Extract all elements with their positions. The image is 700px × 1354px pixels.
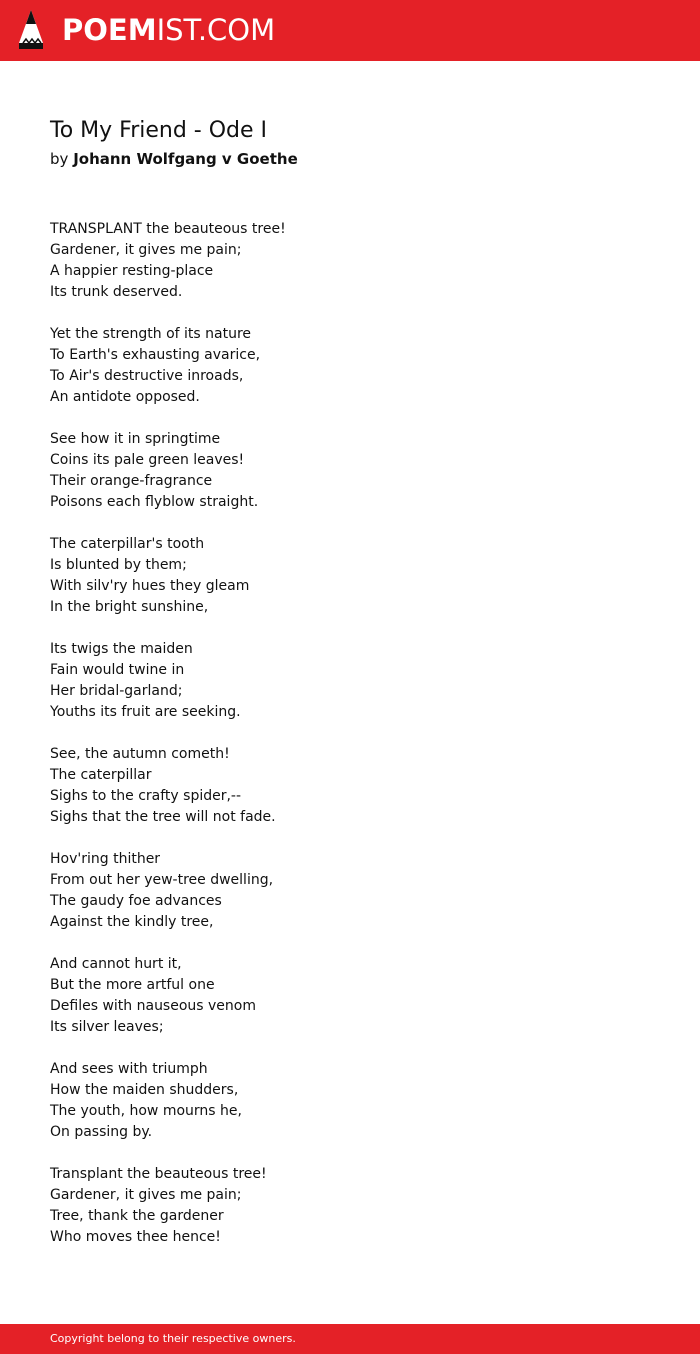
poem-line: Yet the strength of its nature (50, 326, 252, 342)
poem-line: Her bridal-garland; (50, 683, 183, 699)
poem-line: See, the autumn cometh! (50, 746, 230, 762)
poem-stanza (50, 1164, 650, 1248)
poem-line: And sees with triumph (50, 1061, 208, 1077)
poem-line: A happier resting-place (50, 263, 214, 279)
poem-line: With silv'ry hues they gleam (50, 578, 250, 594)
poem-stanza (50, 429, 650, 513)
poem-line: Defiles with nauseous venom (50, 998, 257, 1014)
poem-line: Is blunted by them; (50, 557, 187, 573)
site-footer (0, 1324, 700, 1354)
poem-line: Their orange-fragrance (50, 473, 213, 489)
poem-line: Its twigs the maiden (50, 641, 193, 657)
poem-body (50, 219, 650, 1269)
poem-stanza (50, 744, 650, 828)
poem-line: The caterpillar (50, 767, 152, 783)
poem-line: In the bright sunshine, (50, 599, 209, 615)
poem-line: Hov'ring thither (50, 851, 161, 867)
poem-line: Coins its pale green leaves! (50, 452, 245, 468)
poem-line: Against the kindly tree, (50, 914, 214, 930)
poem-line: To Earth's exhausting avarice, (50, 347, 261, 363)
poem-stanza (50, 1059, 650, 1143)
poem-line: The caterpillar's tooth (50, 536, 205, 552)
poem-stanza (50, 849, 650, 933)
poem-line: Tree, thank the gardener (50, 1208, 224, 1224)
poem-line: Gardener, it gives me pain; (50, 242, 242, 258)
poem-line: Gardener, it gives me pain; (50, 1187, 242, 1203)
poem-line: The youth, how mourns he, (50, 1103, 242, 1119)
poem-line: To Air's destructive inroads, (50, 368, 244, 384)
poem-line: Transplant the beauteous tree! (50, 1166, 267, 1182)
poem-stanza (50, 324, 650, 408)
site-header (0, 0, 700, 61)
poem-line: And cannot hurt it, (50, 956, 182, 972)
poem-line: Poisons each flyblow straight. (50, 494, 259, 510)
poem-line: Sighs to the crafty spider,-- (50, 788, 242, 804)
page-title: To My Friend - Ode I (50, 118, 268, 143)
poem-line: Youths its fruit are seeking. (50, 704, 241, 720)
byline (50, 148, 298, 170)
poem-line: Fain would twine in (50, 662, 185, 678)
poem-line: On passing by. (50, 1124, 153, 1140)
poem-stanza (50, 639, 650, 723)
poem-line: Sighs that the tree will not fade. (50, 809, 276, 825)
copyright-text: Copyright belong to their respective owners. (50, 1332, 296, 1345)
pencil-icon[interactable] (17, 9, 45, 51)
poem-stanza (50, 219, 650, 303)
poem-line: TRANSPLANT the beauteous tree! (50, 221, 286, 237)
poem-line: Its silver leaves; (50, 1019, 164, 1035)
poem-line: The gaudy foe advances (50, 893, 222, 909)
logo-rest-text: IST.COM (156, 13, 276, 47)
poem-line: From out her yew-tree dwelling, (50, 872, 274, 888)
poem-stanza (50, 534, 650, 618)
poem-line: An antidote opposed. (50, 389, 200, 405)
by-label: by (50, 150, 69, 168)
logo-bold-text: POEM (62, 13, 157, 47)
site-logo[interactable] (62, 12, 275, 48)
poem-stanza (50, 954, 650, 1038)
author-name: Johann Wolfgang v Goethe (73, 150, 298, 168)
poem-line: But the more artful one (50, 977, 215, 993)
poem-line: See how it in springtime (50, 431, 221, 447)
poem-line: Who moves thee hence! (50, 1229, 221, 1245)
poem-line: Its trunk deserved. (50, 284, 183, 300)
poem-line: How the maiden shudders, (50, 1082, 239, 1098)
